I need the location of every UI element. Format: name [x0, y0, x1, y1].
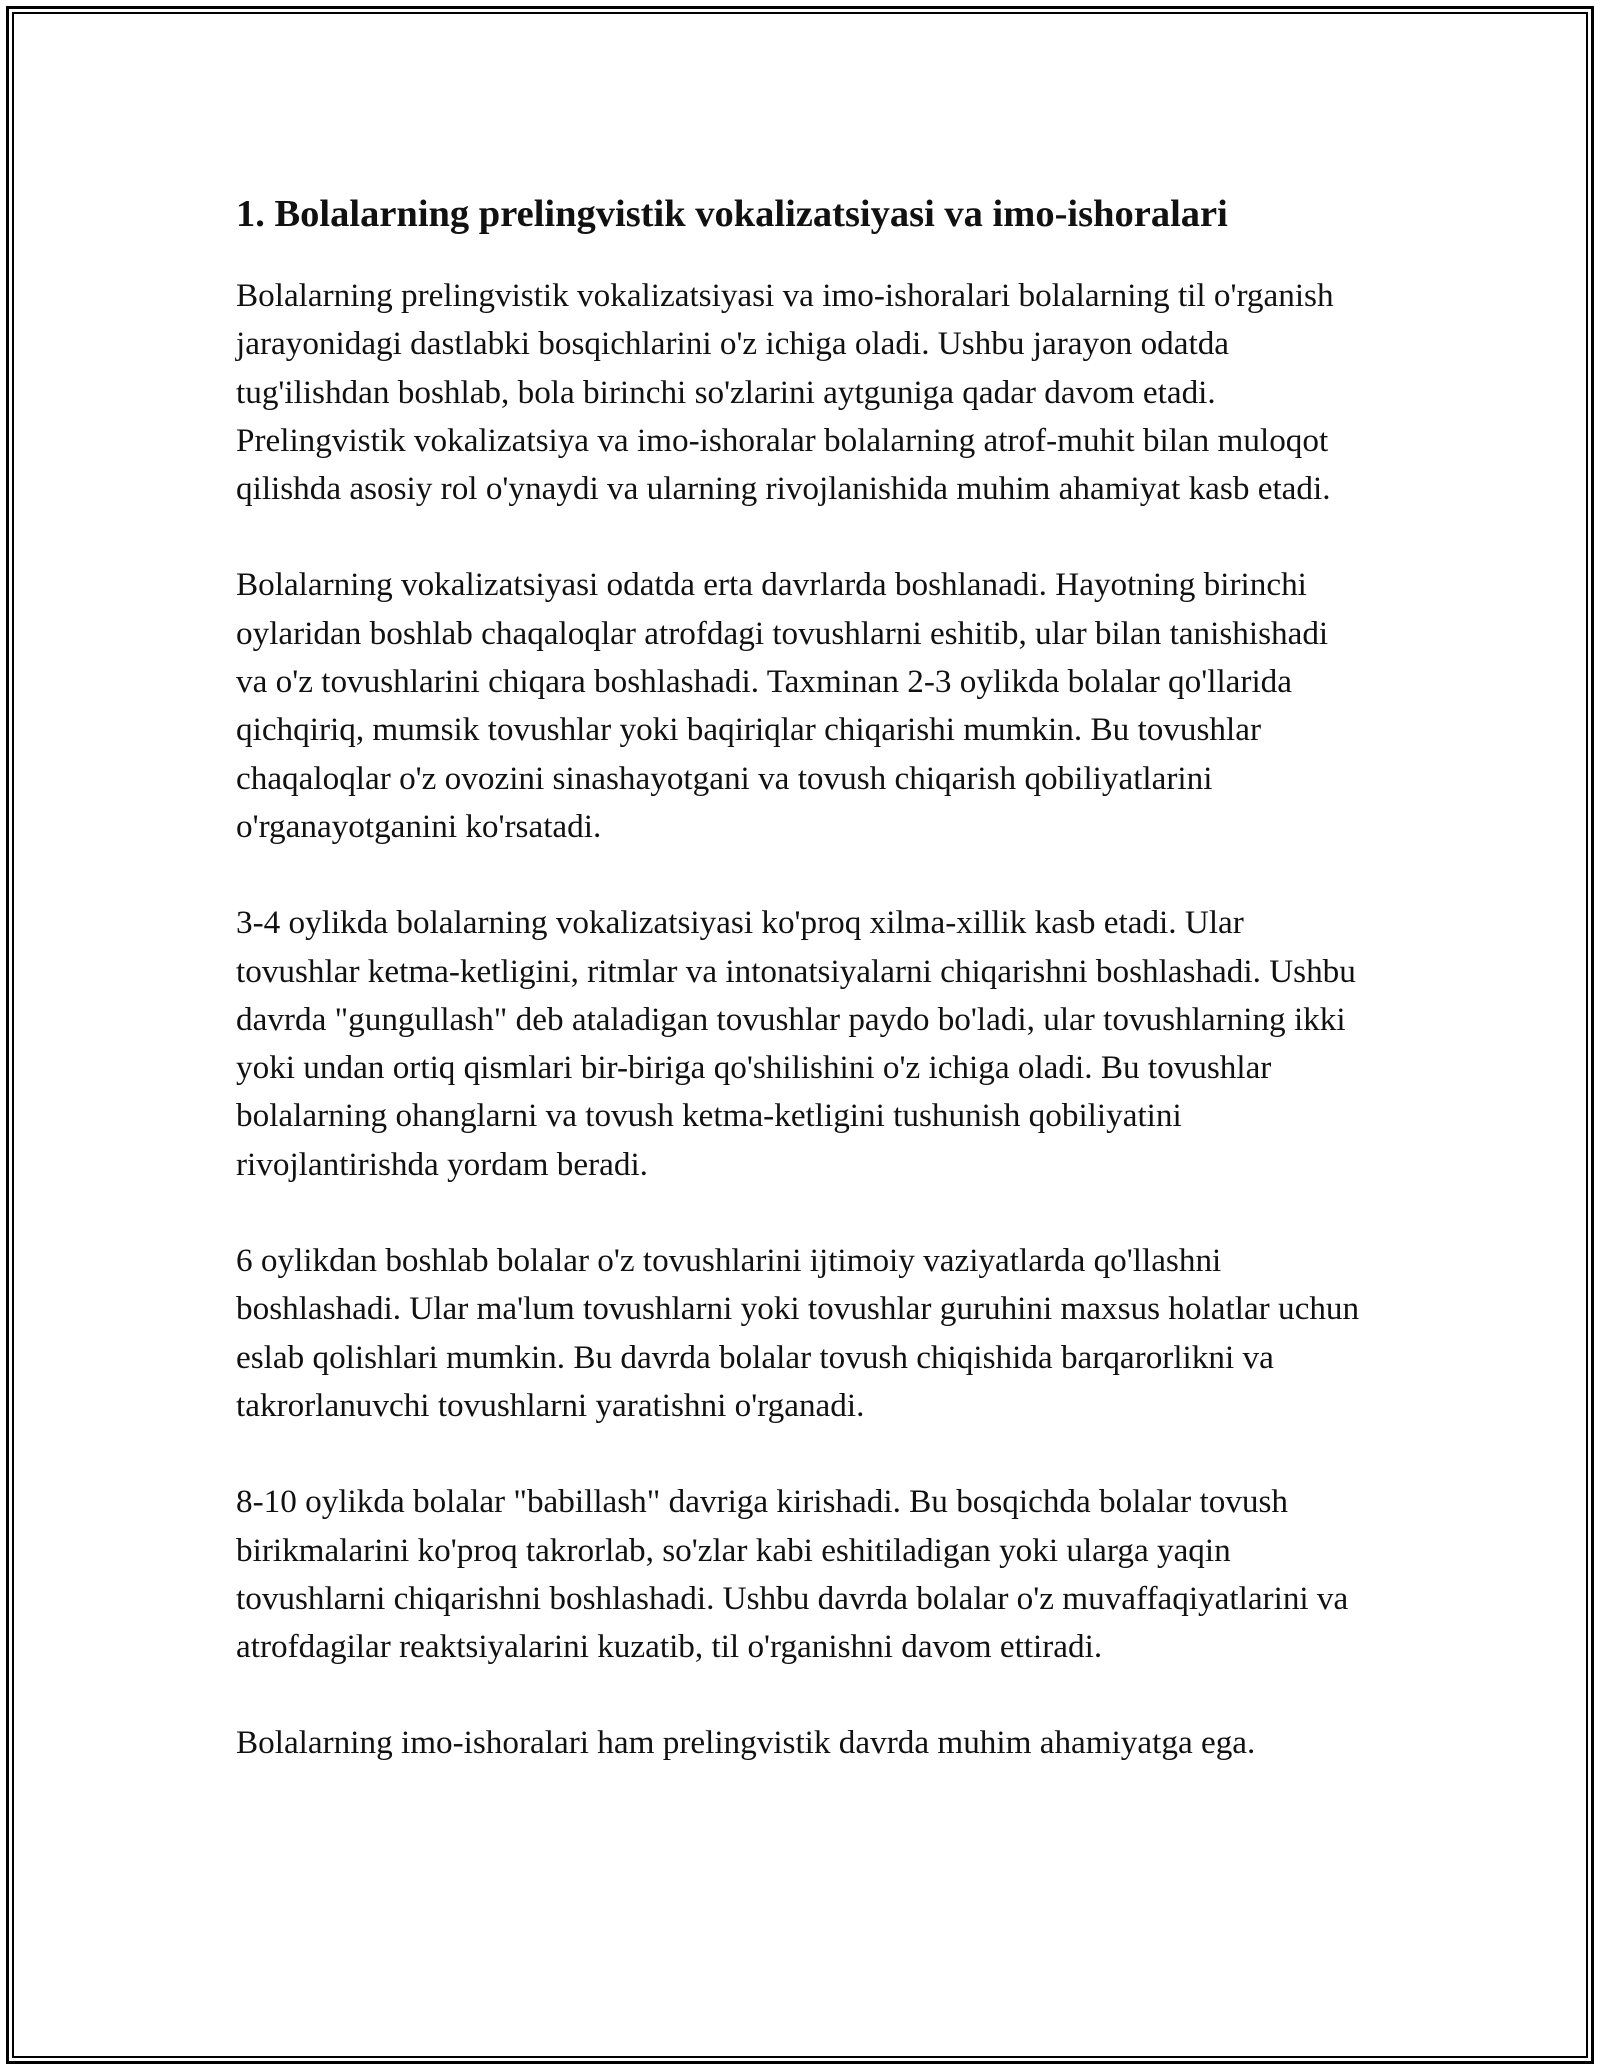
paragraph-2: Bolalarning vokalizatsiyasi odatda erta davrlarda boshlanadi. Hayotning birinchi oylaridan boshlab chaqaloqlar atrofdagi tovushlarni eshitib, ular bilan tanishishadi va o'z tovushlarini chiqara boshlashadi. Taxminan 2-3 oylikda bolalar qo'llarida qichqiriq, mumsik tovushlar yoki baqiriqlar chiqarishi mumkin. Bu tovushlar chaqaloqlar o'z ovozini sinashayotgani va tovush chiqarish qobiliyatlarini o'rganayotganini ko'rsatadi.: [236, 566, 1329, 845]
paragraph-1: Bolalarning prelingvistik vokalizatsiyasi va imo-ishoralari bolalarning til o'rganish jarayonidagi dastlabki bosqichlarini o'z ichiga oladi. Ushbu jarayon odatda tug'ilishdan boshlab, bola birinchi so'zlarini aytguniga qadar davom etadi. Prelingvistik vokalizatsiya va imo-ishoralar bolalarning atrof-muhit bilan muloqot qilishda asosiy rol o'ynaydi va ularning rivojlanishida muhim ahamiyat kasb etadi.: [236, 277, 1334, 508]
paragraph-3: 3-4 oylikda bolalarning vokalizatsiyasi ko'proq xilma-xillik kasb etadi. Ular tovushlar ketma-ketligini, ritmlar va intonatsiyalarni chiqarishni boshlashadi. Ushbu davrda "gungullash" deb ataladigan tovushlar paydo bo'ladi, ular tovushlarning ikki yoki undan ortiq qismlari bir-biriga qo'shilishini o'z ichiga oladi. Bu tovushlar bolalarning ohanglarni va tovush ketma-ketligini tushunish qobiliyatini rivojlantirishda yordam beradi.: [236, 904, 1356, 1183]
paragraph-4: 6 oylikdan boshlab bolalar o'z tovushlarini ijtimoiy vaziyatlarda qo'llashni boshlashadi. Ular ma'lum tovushlarni yoki tovushlar guruhini maxsus holatlar uchun eslab qolishlari mumkin. Bu davrda bolalar tovush chiqishida barqarorlikni va takrorlanuvchi tovushlarni yaratishni o'rganadi.: [236, 1242, 1360, 1424]
paragraph-6: Bolalarning imo-ishoralari ham prelingvistik davrda muhim ahamiyatga ega.: [236, 1724, 1256, 1762]
document-body: [236, 186, 1366, 1768]
paragraph-5: 8-10 oylikda bolalar "babillash" davriga kirishadi. Bu bosqichda bolalar tovush birikmalarini ko'proq takrorlab, so'zlar kabi eshitiladigan yoki ularga yaqin tovushlarni chiqarishni boshlashadi. Ushbu davrda bolalar o'z muvaffaqiyatlarini va atrofdagilar reaktsiyalarini kuzatib, til o'rganishni davom ettiradi.: [236, 1483, 1349, 1666]
section-heading: 1. Bolalarning prelingvistik vokalizatsiyasi va imo-ishoralari: [236, 193, 1228, 235]
